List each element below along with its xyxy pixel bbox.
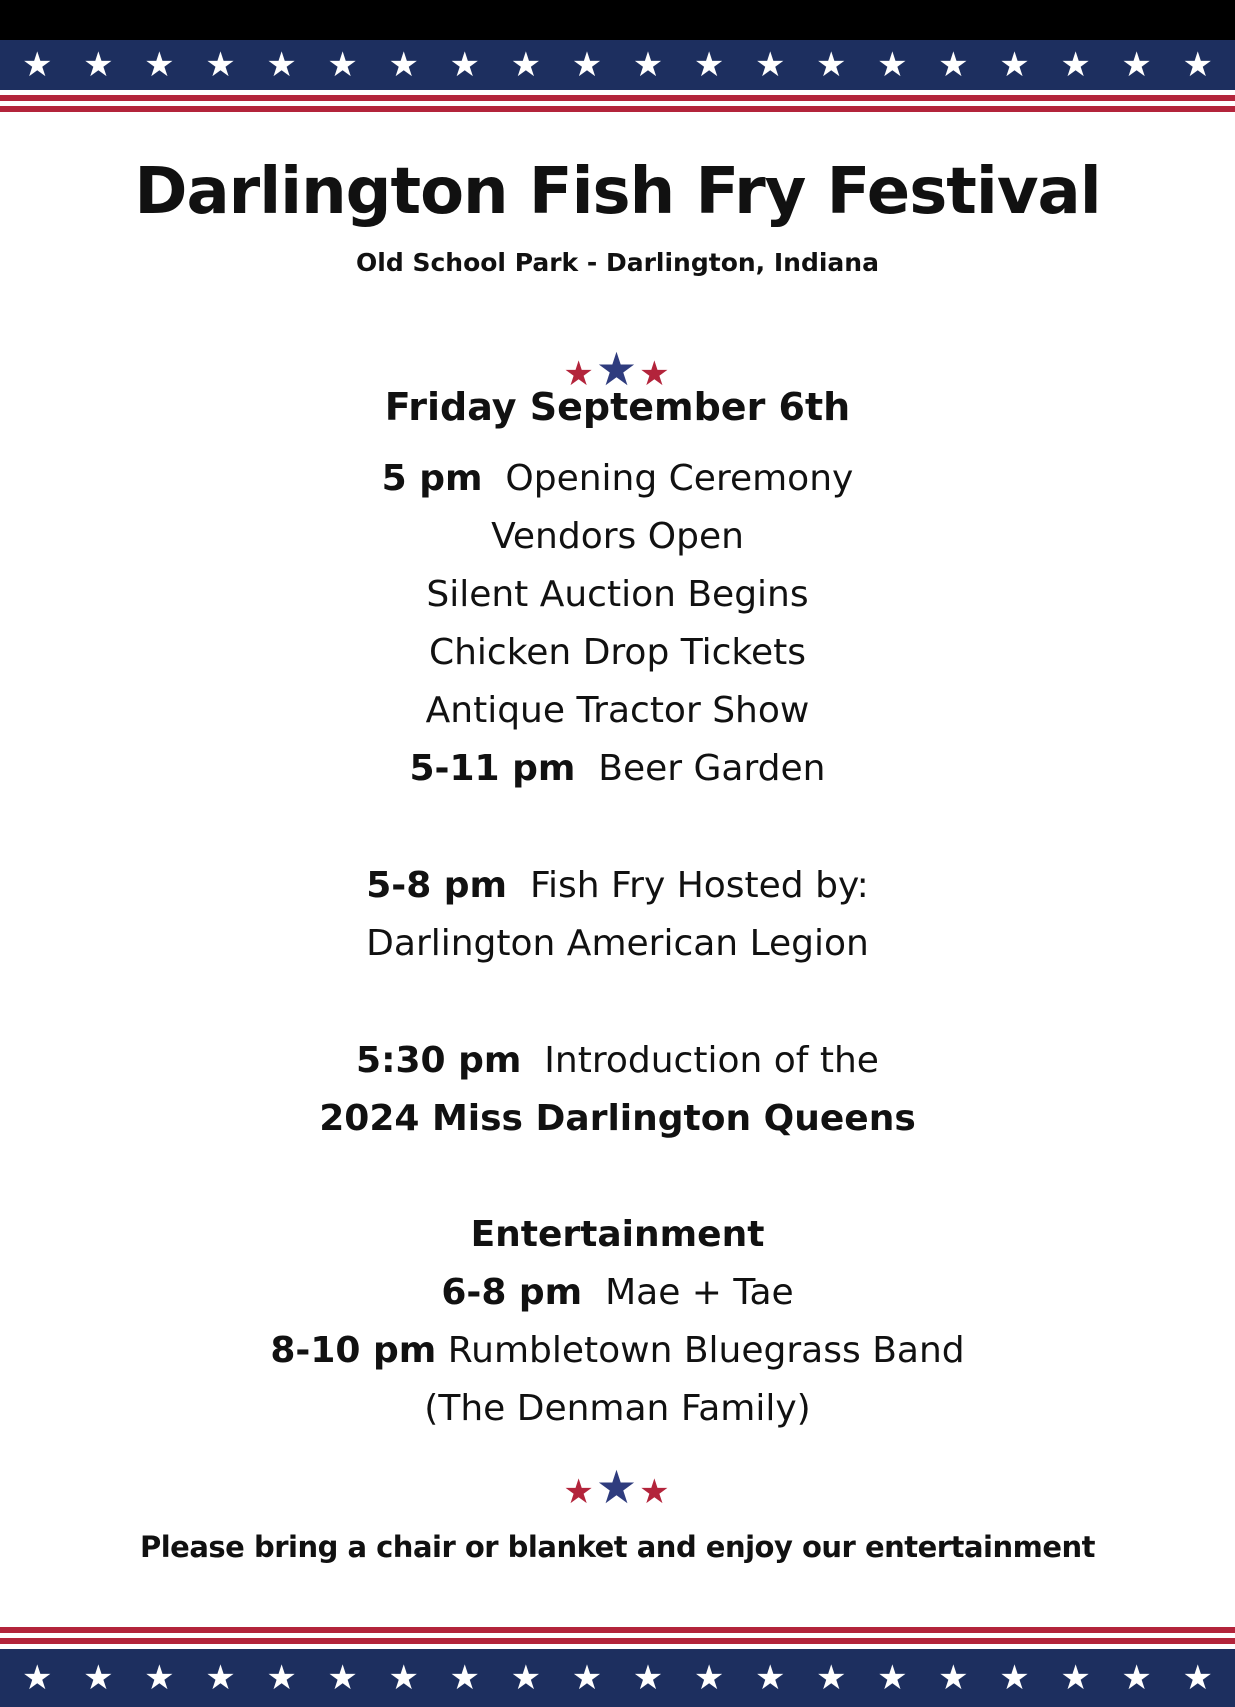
bottom-star-band bbox=[0, 1649, 1235, 1707]
act-text: Mae + Tae bbox=[605, 1272, 794, 1313]
top-star-band bbox=[0, 40, 1235, 90]
schedule-text: Silent Auction Begins bbox=[426, 574, 809, 615]
top-stripes bbox=[0, 90, 1235, 112]
fish-fry-line bbox=[0, 865, 1235, 906]
schedule-item bbox=[0, 458, 1235, 499]
fish-fry-text: Fish Fry Hosted by: bbox=[529, 865, 869, 906]
entertainment-note: (The Denman Family) bbox=[424, 1388, 811, 1429]
schedule-text: Vendors Open bbox=[491, 516, 744, 557]
event-day: Friday September 6th bbox=[384, 385, 851, 429]
red-star-icon: ★ bbox=[639, 354, 672, 394]
act-time: 8-10 pm bbox=[270, 1330, 437, 1371]
festival-flyer bbox=[0, 40, 1235, 1707]
blue-star-icon: ★ bbox=[595, 342, 640, 396]
blue-star-icon: ★ bbox=[595, 1460, 640, 1514]
top-star-row: ★ ★ ★ ★ ★ ★ ★ ★ ★ ★ ★ ★ ★ ★ ★ ★ ★ ★ ★ ★ bbox=[22, 45, 1213, 85]
schedule-item bbox=[0, 632, 1235, 673]
red-star-icon: ★ bbox=[563, 354, 596, 394]
queens-text: Introduction of the bbox=[544, 1040, 879, 1081]
event-title: Darlington Fish Fry Festival bbox=[134, 155, 1101, 229]
schedule-text: Opening Ceremony bbox=[505, 458, 854, 499]
schedule-text: Chicken Drop Tickets bbox=[428, 632, 807, 673]
entertainment-heading: Entertainment bbox=[470, 1214, 765, 1255]
fish-fry-host: Darlington American Legion bbox=[366, 923, 869, 964]
fish-fry-time: 5-8 pm bbox=[366, 865, 508, 906]
schedule-text: Beer Garden bbox=[598, 748, 826, 789]
schedule-text: Antique Tractor Show bbox=[425, 690, 810, 731]
divider-stars-bottom bbox=[0, 1460, 1235, 1514]
bottom-star-row: ★ ★ ★ ★ ★ ★ ★ ★ ★ ★ ★ ★ ★ ★ ★ ★ ★ ★ ★ ★ bbox=[22, 1658, 1213, 1698]
red-star-icon: ★ bbox=[563, 1472, 596, 1512]
footer-note: Please bring a chair or blanket and enjoy our entertainment bbox=[139, 1530, 1095, 1564]
schedule-item bbox=[0, 748, 1235, 789]
schedule-item bbox=[0, 516, 1235, 557]
queens-time: 5:30 pm bbox=[356, 1040, 522, 1081]
act-text: Rumbletown Bluegrass Band bbox=[447, 1330, 965, 1371]
entertainment-act bbox=[0, 1330, 1235, 1371]
schedule-item bbox=[0, 690, 1235, 731]
bottom-stripes bbox=[0, 1627, 1235, 1649]
queens-line bbox=[0, 1040, 1235, 1081]
schedule-time: 5 pm bbox=[381, 458, 483, 499]
act-time: 6-8 pm bbox=[441, 1272, 583, 1313]
event-location: Old School Park - Darlington, Indiana bbox=[356, 248, 879, 277]
red-star-icon: ★ bbox=[639, 1472, 672, 1512]
entertainment-act bbox=[0, 1272, 1235, 1313]
schedule-item bbox=[0, 574, 1235, 615]
queens-name: 2024 Miss Darlington Queens bbox=[319, 1098, 916, 1139]
schedule-time: 5-11 pm bbox=[409, 748, 576, 789]
